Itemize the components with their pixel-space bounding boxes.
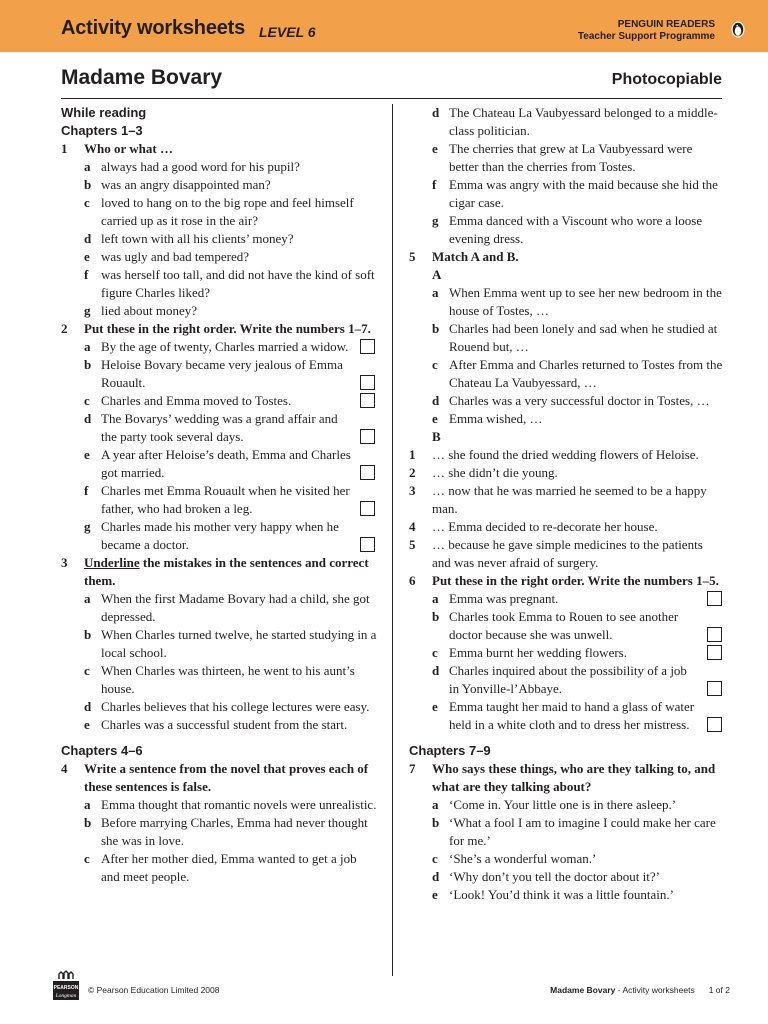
item-text: When Emma went up to see her new bedroom in the house of Tostes, … (449, 285, 722, 318)
item-text: … she found the dried wedding flowers of Heloise. (432, 447, 699, 462)
item-label: c (84, 663, 90, 678)
item-label: d (432, 869, 440, 884)
item-label: f (84, 483, 89, 498)
item-text: Charles met Emma Rouault when he visited her father, who had broken a leg. (101, 483, 350, 516)
item-text: … because he gave simple medicines to the patients and was never afraid of surgery. (432, 537, 703, 570)
item-label: a (84, 591, 91, 606)
item-label: c (84, 195, 90, 210)
item-text: … now that he was married he seemed to be a happy man. (432, 483, 707, 516)
list-item (409, 464, 724, 482)
list-item (84, 482, 377, 518)
item-text: ‘Come in. Your little one is in there asleep.’ (449, 797, 677, 812)
item-label: b (432, 321, 440, 336)
list-item (432, 392, 724, 410)
item-label: b (84, 627, 92, 642)
item-label: a (84, 797, 91, 812)
item-label: g (84, 519, 91, 534)
list-item (432, 140, 724, 176)
item-text: Before marrying Charles, Emma had never thought she was in love. (101, 815, 368, 848)
list-item (432, 320, 724, 356)
list-item (84, 356, 377, 392)
item-text: The Chateau La Vaubyessard belonged to a middle-class politician. (449, 105, 718, 138)
item-label: a (432, 285, 439, 300)
question-7-items (409, 796, 724, 904)
list-item (409, 446, 724, 464)
list-item (432, 608, 724, 644)
question-number: 5 (409, 249, 416, 264)
item-label: d (84, 231, 92, 246)
page-number: 1 of 2 (708, 985, 730, 995)
list-item (432, 698, 724, 734)
item-text: By the age of twenty, Charles married a widow. (101, 339, 349, 354)
item-label: e (432, 699, 438, 714)
answer-box[interactable] (707, 717, 722, 732)
item-label: e (432, 887, 438, 902)
item-text: The Bovarys’ wedding was a grand affair and the party took several days. (101, 411, 338, 444)
question-text (61, 554, 377, 590)
item-text: When Charles was thirteen, he went to his aunt’s house. (101, 663, 355, 696)
answer-box[interactable] (360, 339, 375, 354)
question-2 (61, 320, 377, 338)
underline-word: Underline (84, 555, 140, 570)
list-item (84, 662, 377, 698)
list-item (409, 482, 724, 518)
item-label: c (84, 393, 90, 408)
question-text: Put these in the right order. Write the numbers 1–7. (84, 321, 371, 336)
list-item (432, 284, 724, 320)
question-4-continued-items (409, 104, 724, 248)
item-label: e (84, 249, 90, 264)
list-item (432, 104, 724, 140)
list-item (84, 850, 377, 886)
item-text: Emma danced with a Viscount who wore a loose evening dress. (449, 213, 703, 246)
item-text: lied about money? (101, 303, 198, 318)
item-label: c (432, 851, 438, 866)
item-text: left town with all his clients’ money? (101, 231, 294, 246)
answer-box[interactable] (360, 501, 375, 516)
column-b-heading: B (432, 429, 441, 444)
question-1 (61, 140, 377, 158)
item-text: loved to hang on to the big rope and feel himself carried up as it rose in the air? (101, 195, 354, 228)
question-text: Who says these things, who are they talking to, and what are they talking about? (432, 761, 716, 794)
list-item (84, 590, 377, 626)
left-column (61, 104, 377, 886)
item-label: e (84, 447, 90, 462)
worksheet-title: Activity worksheets (61, 17, 246, 39)
item-label: d (432, 105, 440, 120)
item-text: Emma burnt her wedding flowers. (449, 645, 627, 660)
item-text: … Emma decided to re-decorate her house. (432, 519, 658, 534)
question-text: Match A and B. (432, 249, 519, 264)
list-item (432, 868, 724, 886)
list-item (84, 302, 377, 320)
pearson-longman-logo-icon (53, 970, 79, 1000)
footer-suffix: - Activity worksheets (615, 985, 695, 995)
item-text: Charles made his mother very happy when he became a doctor. (101, 519, 339, 552)
header-band (0, 0, 768, 52)
question-number: 3 (61, 555, 68, 570)
answer-box[interactable] (360, 429, 375, 444)
item-label: a (84, 159, 91, 174)
question-7 (409, 760, 724, 796)
list-item (432, 796, 724, 814)
section-while-reading: While reading (61, 105, 147, 120)
footer-book-title: Madame Bovary (550, 985, 616, 995)
item-label: d (432, 663, 440, 678)
brand-block (578, 19, 715, 43)
item-text: Charles was a very successful doctor in Tostes, … (449, 393, 710, 408)
item-text: Emma wished, … (449, 411, 543, 426)
item-text: Charles was a successful student from the start. (101, 717, 348, 732)
question-3-items (61, 590, 377, 734)
item-label: c (84, 851, 90, 866)
question-number: 1 (61, 141, 68, 156)
question-1-items (61, 158, 377, 320)
answer-box[interactable] (707, 627, 722, 642)
item-text: Charles took Emma to Rouen to see another doctor because she was unwell. (449, 609, 679, 642)
list-item (84, 266, 377, 302)
item-text: ‘What a fool I am to imagine I could make her care for me.’ (449, 815, 716, 848)
item-text: Charles had been lonely and sad when he studied at Rouend but, … (449, 321, 718, 354)
answer-box[interactable] (707, 645, 722, 660)
footer-page-info (550, 985, 730, 995)
item-label: e (432, 141, 438, 156)
question-4-items (61, 796, 377, 886)
question-2-items (61, 338, 377, 554)
list-item (84, 626, 377, 662)
list-item (432, 850, 724, 868)
question-5-b-items (409, 446, 724, 572)
copyright-text: © Pearson Education Limited 2008 (88, 985, 220, 995)
item-label: a (432, 591, 439, 606)
list-item (432, 814, 724, 850)
item-label: a (84, 339, 91, 354)
item-text: ‘She’s a wonderful woman.’ (449, 851, 597, 866)
item-text: Emma taught her maid to hand a glass of water held in a white cloth and to dress her mistress. (449, 699, 695, 732)
brand-line-1: PENGUIN READERS (617, 19, 715, 30)
item-text: After her mother died, Emma wanted to get a job and meet people. (101, 851, 357, 884)
list-item (432, 356, 724, 392)
column-a-heading: A (432, 267, 442, 282)
list-item (84, 392, 377, 410)
answer-box[interactable] (360, 375, 375, 390)
question-4 (61, 760, 377, 796)
list-item (84, 176, 377, 194)
item-text: Emma was angry with the maid because she hid the cigar case. (449, 177, 718, 210)
list-item (84, 518, 377, 554)
item-label: b (432, 609, 440, 624)
list-item (432, 886, 724, 904)
list-item (84, 410, 377, 446)
list-item (409, 536, 724, 572)
question-text: Who or what … (84, 141, 173, 156)
list-item (84, 814, 377, 850)
question-6-items (409, 590, 724, 734)
answer-box[interactable] (360, 465, 375, 480)
list-item (84, 230, 377, 248)
book-title: Madame Bovary (61, 66, 223, 89)
list-item (432, 410, 724, 428)
item-label: 3 (409, 483, 416, 498)
item-label: b (84, 357, 92, 372)
section-chapters-4-6: Chapters 4–6 (61, 743, 143, 758)
list-item (84, 796, 377, 814)
question-number: 4 (61, 761, 68, 776)
item-label: c (432, 645, 438, 660)
question-text: Put these in the right order. Write the numbers 1–5. (432, 573, 719, 588)
item-text: Emma thought that romantic novels were unrealistic. (101, 797, 377, 812)
title-rule (61, 98, 722, 99)
item-text: was herself too tall, and did not have the kind of soft figure Charles liked? (101, 267, 375, 300)
list-item (84, 716, 377, 734)
item-label: b (84, 177, 92, 192)
item-label: d (432, 393, 440, 408)
item-text: … she didn’t die young. (432, 465, 558, 480)
answer-box[interactable] (360, 393, 375, 408)
list-item (84, 194, 377, 230)
item-text: ‘Why don’t you tell the doctor about it?’ (449, 869, 660, 884)
question-number: 6 (409, 573, 416, 588)
question-3 (61, 554, 377, 590)
question-number: 7 (409, 761, 416, 776)
question-6 (409, 572, 724, 590)
item-label: c (432, 357, 438, 372)
question-5 (409, 248, 724, 266)
section-chapters-7-9: Chapters 7–9 (409, 743, 491, 758)
level-label: LEVEL 6 (259, 24, 316, 40)
list-item (432, 590, 724, 608)
list-item (409, 518, 724, 536)
item-label: d (84, 699, 92, 714)
item-label: g (432, 213, 439, 228)
list-item (84, 698, 377, 716)
item-label: e (84, 717, 90, 732)
item-label: 2 (409, 465, 416, 480)
question-text: Write a sentence from the novel that proves each of these sentences is false. (84, 761, 369, 794)
item-text: ‘Look! You’d think it was a little fountain.’ (449, 887, 674, 902)
item-label: f (84, 267, 89, 282)
photocopiable-label: Photocopiable (611, 71, 722, 88)
item-label: g (84, 303, 91, 318)
list-item (432, 176, 724, 212)
list-item (432, 212, 724, 248)
item-label: d (84, 411, 92, 426)
list-item (432, 662, 724, 698)
item-label: 1 (409, 447, 416, 462)
list-item (84, 248, 377, 266)
brand-line-2: Teacher Support Programme (577, 31, 715, 42)
list-item (84, 338, 377, 356)
column-divider (392, 104, 393, 976)
item-label: b (432, 815, 440, 830)
answer-box[interactable] (707, 591, 722, 606)
item-text: The cherries that grew at La Vaubyessard were better than the cherries from Tostes. (449, 141, 693, 174)
item-label: a (432, 797, 439, 812)
item-text: always had a good word for his pupil? (101, 159, 300, 174)
question-text-rest: the mistakes in the sentences and correct them. (84, 555, 369, 588)
item-label: f (432, 177, 437, 192)
list-item (84, 446, 377, 482)
item-text: When Charles turned twelve, he started studying in a local school. (101, 627, 377, 660)
svg-text:Longman: Longman (55, 993, 77, 999)
item-text: Emma was pregnant. (449, 591, 559, 606)
item-text: When the first Madame Bovary had a child, she got depressed. (101, 591, 370, 624)
svg-text:PEARSON: PEARSON (53, 985, 79, 991)
item-text: was ugly and bad tempered? (101, 249, 250, 264)
item-label: 4 (409, 519, 416, 534)
item-text: After Emma and Charles returned to Tostes from the Chateau La Vaubyessard, … (449, 357, 723, 390)
answer-box[interactable] (360, 537, 375, 552)
item-text: was an angry disappointed man? (101, 177, 271, 192)
item-text: Charles inquired about the possibility of a job in Yonville-l’Abbaye. (449, 663, 687, 696)
item-text: Charles believes that his college lectures were easy. (101, 699, 370, 714)
item-label: b (84, 815, 92, 830)
item-text: Heloise Bovary became very jealous of Emma Rouault. (101, 357, 343, 390)
item-text: A year after Heloise’s death, Emma and Charles got married. (101, 447, 351, 480)
item-text: Charles and Emma moved to Tostes. (101, 393, 292, 408)
question-number: 2 (61, 321, 68, 336)
item-label: 5 (409, 537, 416, 552)
penguin-logo-icon (731, 21, 745, 38)
right-column (409, 104, 724, 904)
list-item (84, 158, 377, 176)
question-5-a-items (409, 284, 724, 428)
answer-box[interactable] (707, 681, 722, 696)
item-label: e (432, 411, 438, 426)
list-item (432, 644, 724, 662)
section-chapters-1-3: Chapters 1–3 (61, 123, 143, 138)
